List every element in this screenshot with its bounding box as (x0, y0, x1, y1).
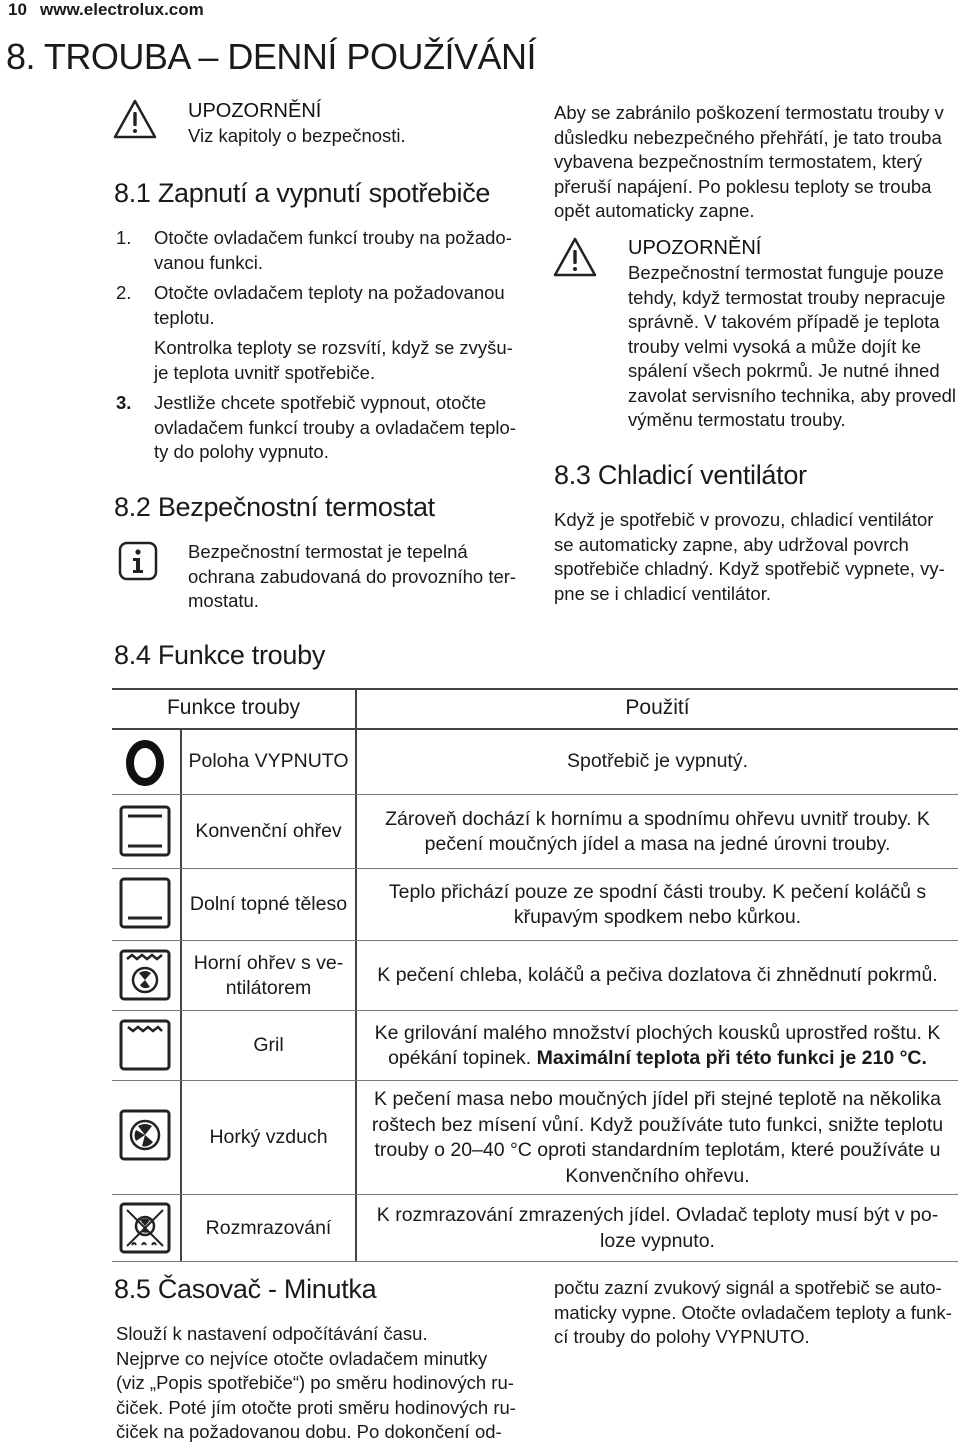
note-line: Kontrolka teploty se rozsvítí, když se zvyšu- (154, 337, 513, 358)
bottom-heat-icon (118, 876, 172, 930)
text-line: trouby velmi vysoká a může dojít ke (628, 335, 922, 357)
text-line: Ke grilování malého množství plochých kousků uprostřed roštu. K (374, 1021, 941, 1044)
step-line: teplotu. (154, 306, 215, 328)
text-line: počtu zazní zvukový signál a spotřebič se auto- (554, 1277, 942, 1298)
step-number: 2. (116, 282, 132, 303)
function-use (357, 870, 958, 940)
table-header-function: Funkce trouby (166, 696, 301, 720)
list-item (116, 226, 516, 275)
warning-text: Viz kapitoly o bezpečnosti. (188, 125, 406, 146)
warning-triangle-icon (112, 98, 158, 140)
max-temperature-note: Maximální teplota při této funkci je 210 °C. (536, 1047, 927, 1069)
thermostat-paragraph (554, 101, 954, 224)
text-line: roštech bez mísení vůní. Když používáte tuto funkci, snižte teplotu (371, 1113, 944, 1136)
text-line: ntilátorem (225, 977, 312, 999)
text-line: čiček na požadovanou dobu. Po dokončení od- (116, 1421, 502, 1442)
function-use (357, 796, 958, 868)
function-use (357, 1012, 958, 1080)
text-line: křupavým spodkem nebo kůrkou. (513, 906, 802, 928)
step-note (116, 336, 516, 385)
table-row-border (112, 940, 958, 941)
section-8-3-text (554, 508, 954, 606)
table-row-border (112, 1080, 958, 1081)
text-line: čiček. Poté jím otočte proti směru hodinových ru- (116, 1396, 516, 1418)
text-fragment: opékání topinek. (388, 1047, 532, 1069)
step-line: ty do polohy vypnuto. (154, 441, 329, 462)
text-line: Teplo přichází pouze ze spodní části trouby. K pečení koláčů s (388, 880, 927, 903)
text-line: K pečení masa nebo moučných jídel při stejné teplotě na několika (374, 1088, 941, 1110)
text-line: správně. V takovém případě je teplota (628, 311, 940, 332)
function-name: Poloha VYPNUTO (188, 750, 349, 773)
text-line: cí trouby do polohy VYPNUTO. (554, 1326, 810, 1347)
note-line: je teplota uvnitř spotřebiče. (154, 361, 376, 383)
section-title-8-2: 8.2 Bezpečnostní termostat (114, 492, 435, 522)
warning-triangle-icon (552, 236, 598, 278)
top-heat-fan-icon (118, 948, 172, 1002)
text-line: se automaticky zapne, aby udržoval povrch (554, 533, 909, 555)
text-line: Horní ohřev s ve- (193, 951, 344, 974)
text-line: maticky vypne. Otočte ovladačem teploty a funk- (554, 1301, 952, 1323)
text-line: Slouží k nastavení odpočítávání času. (116, 1323, 428, 1344)
section-8-5-text-continued (554, 1276, 954, 1350)
info-icon (118, 541, 158, 581)
step-line: Otočte ovladačem funkcí trouby na požado- (154, 227, 512, 248)
page-number: 10 (8, 0, 27, 19)
text-line: vybavena bezpečnostním termostatem, který (554, 151, 923, 172)
function-name: Konvenční ohřev (195, 820, 342, 843)
text-line: K rozmrazování zmrazených jídel. Ovladač teploty musí být v po- (376, 1204, 939, 1226)
function-name (182, 942, 355, 1010)
text-line: (viz „Popis spotřebiče“) po směru hodinových ru- (116, 1372, 514, 1393)
function-use: Spotřebič je vypnutý. (566, 750, 748, 773)
function-name: Dolní topné těleso (189, 893, 348, 916)
steps-list (116, 226, 516, 465)
list-item (116, 391, 516, 465)
section-title-8-1: 8.1 Zapnutí a vypnutí spotřebiče (114, 178, 491, 208)
function-name: Horký vzduch (209, 1126, 328, 1149)
section-8-5-text (116, 1322, 526, 1445)
table-header-use: Použití (625, 696, 690, 720)
text-line: důsledku nebezpečného přehřátí, je tato trouba (554, 126, 942, 148)
hot-air-fan-icon (118, 1108, 172, 1162)
table-bottom-border (112, 1261, 958, 1262)
step-line: vanou funkci. (154, 251, 264, 273)
list-item (116, 281, 516, 330)
header-url: www.electrolux.com (40, 0, 204, 19)
text-line: Když je spotřebič v provozu, chladicí ventilátor (554, 509, 934, 530)
text-line: Aby se zabránilo poškození termostatu trouby v (554, 102, 944, 123)
chapter-title: 8. TROUBA – DENNÍ POUŽÍVÁNÍ (6, 36, 536, 77)
text-line: loze vypnuto. (600, 1229, 715, 1252)
step-line: Otočte ovladačem teploty na požadovanou (154, 282, 505, 303)
function-name: Rozmrazování (205, 1216, 332, 1239)
warning-text (628, 261, 958, 433)
off-position-icon (124, 740, 166, 786)
text-line: Bezpečnostní termostat funguje pouze (628, 262, 944, 283)
text-line: zavolat servisního technika, aby provedl (628, 384, 957, 406)
function-name: Gril (253, 1034, 284, 1057)
text-line: spotřebiče chladný. Když spotřebič vypnete, vy- (554, 558, 945, 579)
function-use (357, 1196, 958, 1261)
table-row-border (112, 868, 958, 869)
text-line: opět automaticky zapne. (554, 200, 755, 221)
text-line (388, 1046, 927, 1072)
table-row-border (112, 794, 958, 795)
table-row-border (112, 1194, 958, 1195)
warning-title: UPOZORNĚNÍ (188, 100, 322, 122)
function-use: K pečení chleba, koláčů a pečiva dozlatova či zhnědnutí pokrmů. (377, 964, 938, 987)
text-line: pne se i chladicí ventilátor. (554, 582, 771, 604)
step-number: 1. (116, 227, 132, 248)
text-line: spálení všech pokrmů. Je nutné ihned (628, 360, 940, 381)
text-line: mostatu. (188, 590, 259, 611)
grill-icon (118, 1018, 172, 1072)
text-line: trouby o 20–40 °C oproti standardním teplotám, které používáte u (374, 1139, 941, 1161)
section-title-8-4: 8.4 Funkce trouby (114, 640, 326, 670)
step-line: Jestliže chcete spotřebič vypnout, otočte (154, 392, 487, 413)
section-8-2-text (188, 540, 518, 614)
text-line: výměnu termostatu trouby. (628, 409, 846, 430)
table-row-border (112, 1010, 958, 1011)
warning-title: UPOZORNĚNÍ (628, 237, 762, 259)
text-line: Bezpečnostní termostat je tepelná (188, 541, 468, 562)
text-line: přeruší napájení. Po poklesu teploty se trouba (554, 175, 932, 197)
text-line: tehdy, když termostat trouby nepracuje (628, 286, 946, 308)
text-line: Konvenčního ohřevu. (565, 1164, 750, 1187)
text-line: Nejprve co nejvíce otočte ovladačem minutky (116, 1347, 488, 1369)
step-number: 3. (116, 392, 132, 413)
text-line: Zároveň dochází k hornímu a spodnímu ohřevu uvnitř trouby. K (385, 807, 930, 830)
section-title-8-3: 8.3 Chladicí ventilátor (554, 460, 807, 490)
defrost-icon (118, 1201, 172, 1255)
function-use (357, 1082, 958, 1194)
conventional-heat-icon (118, 804, 172, 858)
text-line: ochrana zabudovaná do provozního ter- (188, 565, 517, 587)
text-line: pečení moučných jídel a masa na jedné úrovni trouby. (424, 833, 891, 855)
step-line: ovladačem funkcí trouby a ovladačem teplo- (154, 416, 516, 438)
section-title-8-5: 8.5 Časovač - Minutka (114, 1274, 377, 1304)
